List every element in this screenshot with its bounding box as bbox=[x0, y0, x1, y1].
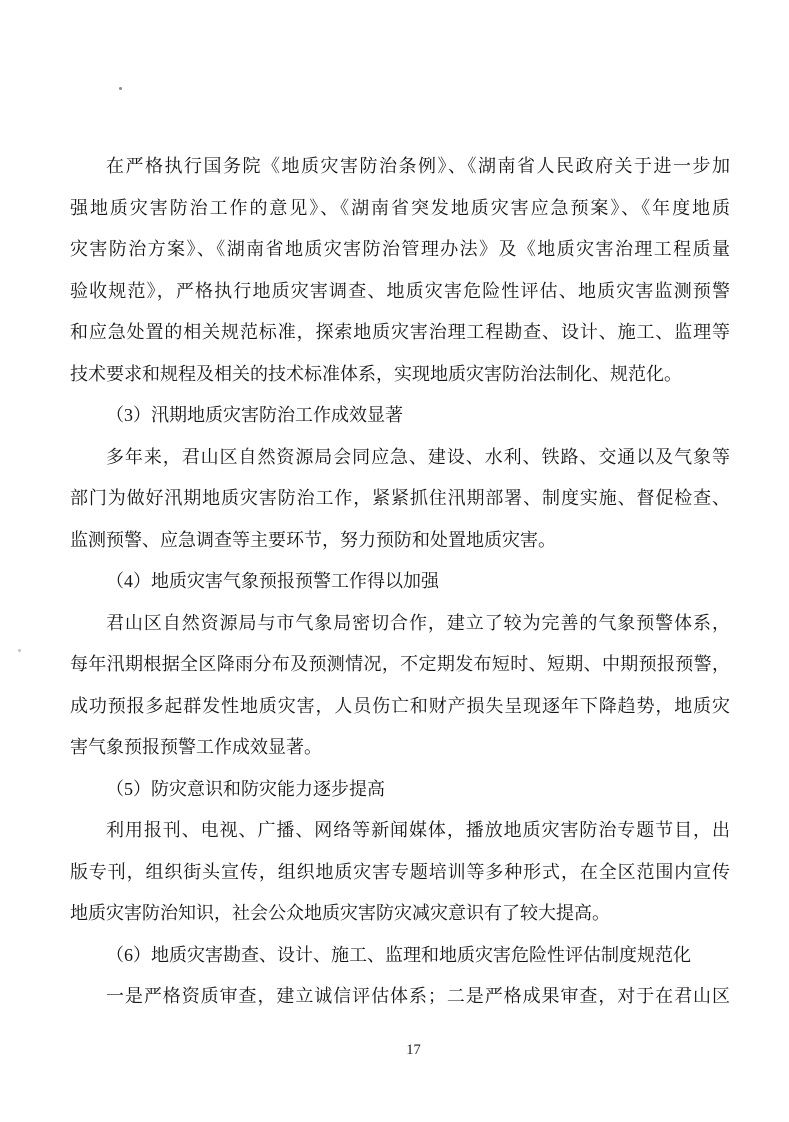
text-line: 和应急处置的相关规范标准，探索地质灾害治理工程勘查、设计、施工、监理等 bbox=[70, 322, 730, 342]
heading-line: （3）汛期地质灾害防治工作成效显著 bbox=[106, 405, 403, 425]
text-line: 强地质灾害防治工作的意见》、《湖南省突发地质灾害应急预案》、《年度地质 bbox=[70, 197, 730, 218]
text-line: 在严格执行国务院《地质灾害防治条例》、《湖南省人民政府关于进一步加 bbox=[106, 156, 730, 176]
page-number: 17 bbox=[406, 1042, 421, 1058]
text-line: 一是严格资质审查，建立诚信评估体系；二是严格成果审查，对于在君山区 bbox=[106, 986, 730, 1006]
text-line: 版专刊，组织街头宣传，组织地质灾害专题培训等多种形式，在全区范围内宣传 bbox=[70, 861, 730, 882]
scan-speck-icon bbox=[18, 649, 21, 652]
heading-line: （6）地质灾害勘查、设计、施工、监理和地质灾害危险性评估制度规范化 bbox=[106, 944, 691, 965]
text-line: 君山区自然资源局与市气象局密切合作，建立了较为完善的气象预警体系， bbox=[106, 612, 730, 633]
document-body bbox=[70, 146, 730, 1018]
text-line: 监测预警、应急调查等主要环节，努力预防和处置地质灾害。 bbox=[70, 529, 556, 550]
heading-line: （5）防灾意识和防灾能力逐步提高 bbox=[106, 778, 385, 799]
text-line: 利用报刊、电视、广播、网络等新闻媒体，播放地质灾害防治专题节目，出 bbox=[106, 820, 730, 840]
heading-line: （4）地质灾害气象预报预警工作得以加强 bbox=[106, 571, 439, 591]
text-line: 害气象预报预警工作成效显著。 bbox=[70, 737, 322, 757]
text-line: 多年来，君山区自然资源局会同应急、建设、水利、铁路、交通以及气象等 bbox=[106, 446, 730, 467]
scan-speck-icon bbox=[119, 87, 122, 90]
text-line: 验收规范》，严格执行地质灾害调查、地质灾害危险性评估、地质灾害监测预警 bbox=[70, 280, 730, 301]
text-line: 灾害防治方案》、《湖南省地质灾害防治管理办法》及《地质灾害治理工程质量 bbox=[70, 239, 730, 259]
text-line: 成功预报多起群发性地质灾害，人员伤亡和财产损失呈现逐年下降趋势，地质灾 bbox=[70, 695, 730, 716]
text-line: 部门为做好汛期地质灾害防治工作，紧紧抓住汛期部署、制度实施、督促检查、 bbox=[70, 488, 730, 508]
text-line: 每年汛期根据全区降雨分布及预测情况，不定期发布短时、短期、中期预报预警， bbox=[70, 654, 730, 674]
text-line: 地质灾害防治知识，社会公众地质灾害防灾减灾意识有了较大提高。 bbox=[70, 903, 610, 923]
text-line: 技术要求和规程及相关的技术标准体系，实现地质灾害防治法制化、规范化。 bbox=[70, 363, 682, 384]
